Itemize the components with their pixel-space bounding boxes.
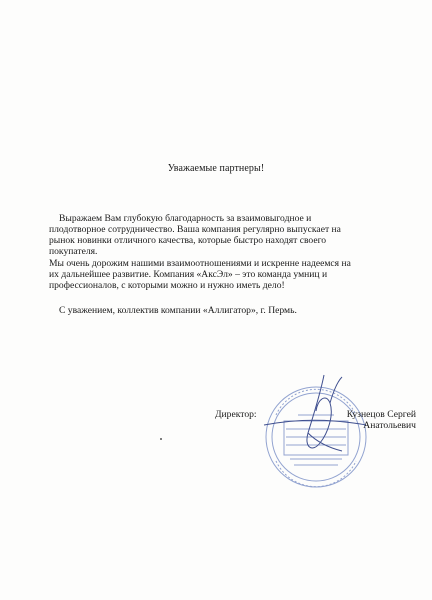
paragraph-line: Мы очень дорожим нашими взаимоотношениями и искренне надеемся на [49, 258, 351, 269]
signatory-patronymic: Анатольевич [363, 420, 416, 431]
closing-line [49, 305, 369, 316]
ink-speck [160, 438, 162, 440]
signatory-name [318, 409, 416, 431]
paragraph-line: Выражаем Вам глубокую благодарность за взаимовыгодное и [59, 213, 312, 224]
paragraph-line: рынок новинки отличного качества, которые быстро находят своего [49, 235, 327, 246]
signatory-surname-name: Кузнецов Сергей [346, 409, 416, 420]
paragraph-line: профессионалов, с которыми можно и нужно иметь дело! [49, 280, 285, 291]
closing-text: С уважением, коллектив компании «Аллигатор», г. Пермь. [59, 305, 297, 316]
paragraph-gratitude [49, 213, 369, 257]
paragraph-line: покупателя. [49, 246, 98, 257]
paragraph-line: их дальнейшее развитие. Компания «АксЭл» – это команда умниц и [49, 269, 328, 280]
signatory-title: Директор: [215, 409, 257, 420]
paragraph-line: плодотворное сотрудничество. Ваша компания регулярно выпускает на [49, 224, 341, 235]
paragraph-relations [49, 258, 369, 291]
salutation: Уважаемые партнеры! [167, 163, 265, 174]
